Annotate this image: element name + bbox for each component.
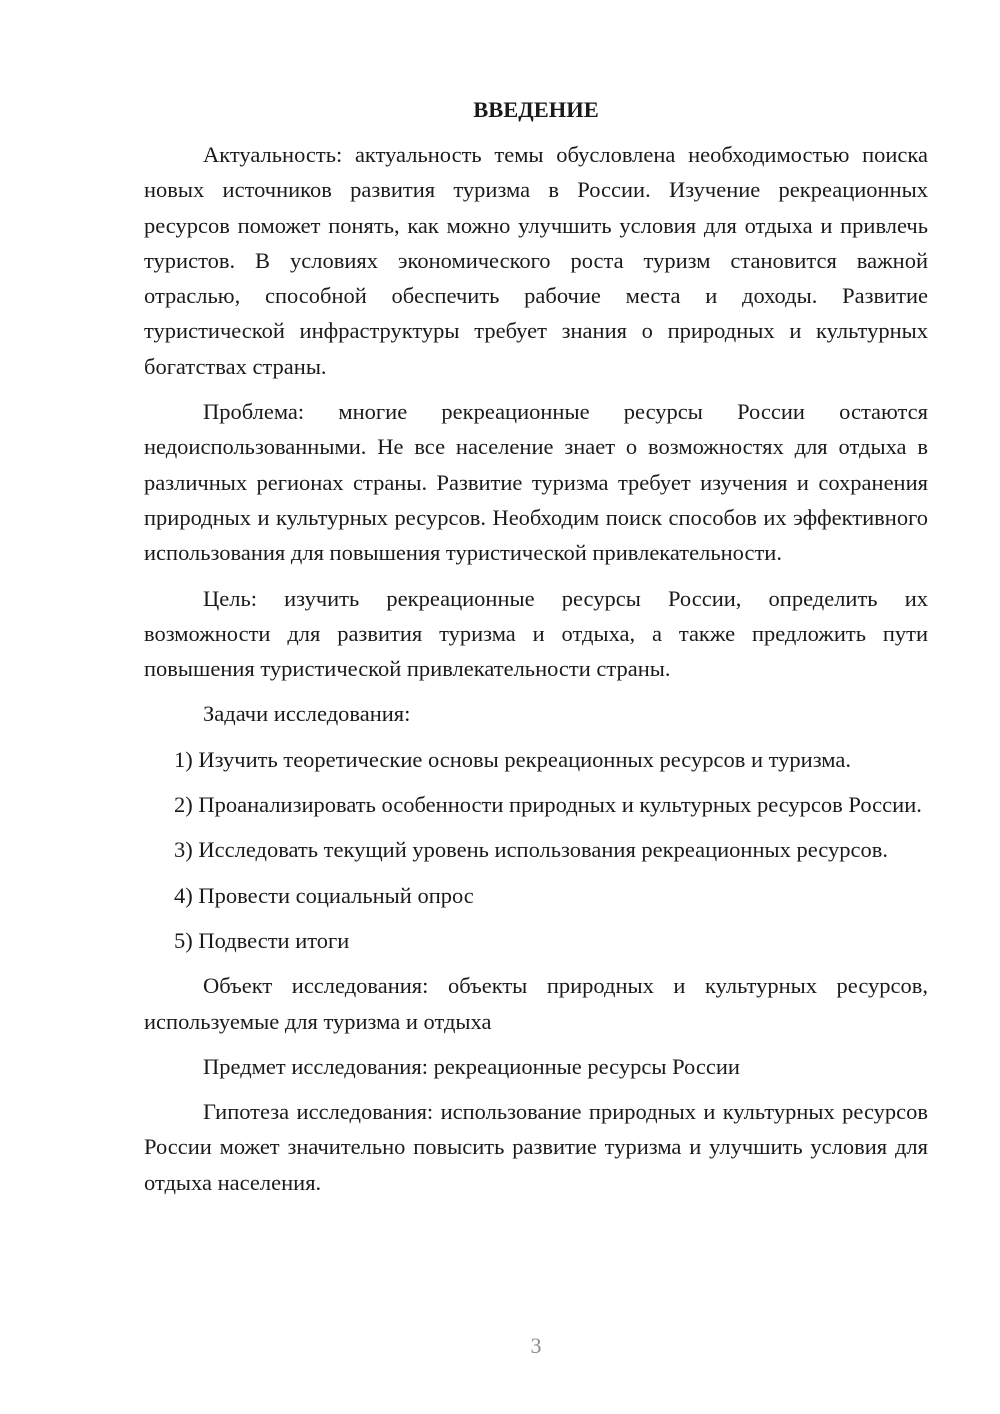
document-page <box>144 92 928 1210</box>
page-number: 3 <box>530 1333 542 1358</box>
relevance-paragraph: Актуальность: актуальность темы обусловлена необходимостью поиска новых источников развития туризма в России. Изучение рекреационных ресурсов поможет понять, как можно улучшить условия для отдыха и привлечь туристов. В условиях экономического роста туризм становится важной отраслью, способной обеспечить рабочие места и доходы. Развитие туристической инфраструктуры требует знания о природных и культурных богатствах страны. <box>144 142 928 379</box>
task-item: 3) Исследовать текущий уровень использования рекреационных ресурсов. <box>174 837 888 863</box>
page-title: ВВЕДЕНИЕ <box>473 97 599 122</box>
task-item: 2) Проанализировать особенности природных и культурных ресурсов России. <box>174 792 922 818</box>
task-item: 5) Подвести итоги <box>174 927 350 953</box>
tasks-title: Задачи исследования: <box>203 701 411 727</box>
problem-paragraph: Проблема: многие рекреационные ресурсы России остаются недоиспользованными. Не все население знает о возможностях для отдыха в различных регионах страны. Развитие туризма требует изучения и сохранения природных и культурных ресурсов. Необходим поиск способов их эффективного использования для повышения туристической привлекательности. <box>144 399 928 566</box>
goal-paragraph: Цель: изучить рекреационные ресурсы России, определить их возможности для развития туризма и отдыха, а также предложить пути повышения туристической привлекательности страны. <box>144 585 928 682</box>
task-item: 1) Изучить теоретические основы рекреационных ресурсов и туризма. <box>174 746 851 772</box>
object-paragraph: Объект исследования: объекты природных и культурных ресурсов, используемые для туризма и отдыха <box>144 973 928 1034</box>
task-item: 4) Провести социальный опрос <box>174 882 474 908</box>
subject-paragraph: Предмет исследования: рекреационные ресурсы России <box>203 1053 740 1079</box>
hypothesis-paragraph: Гипотеза исследования: использование природных и культурных ресурсов России может значительно повысить развитие туризма и улучшить условия для отдыха населения. <box>144 1099 928 1195</box>
